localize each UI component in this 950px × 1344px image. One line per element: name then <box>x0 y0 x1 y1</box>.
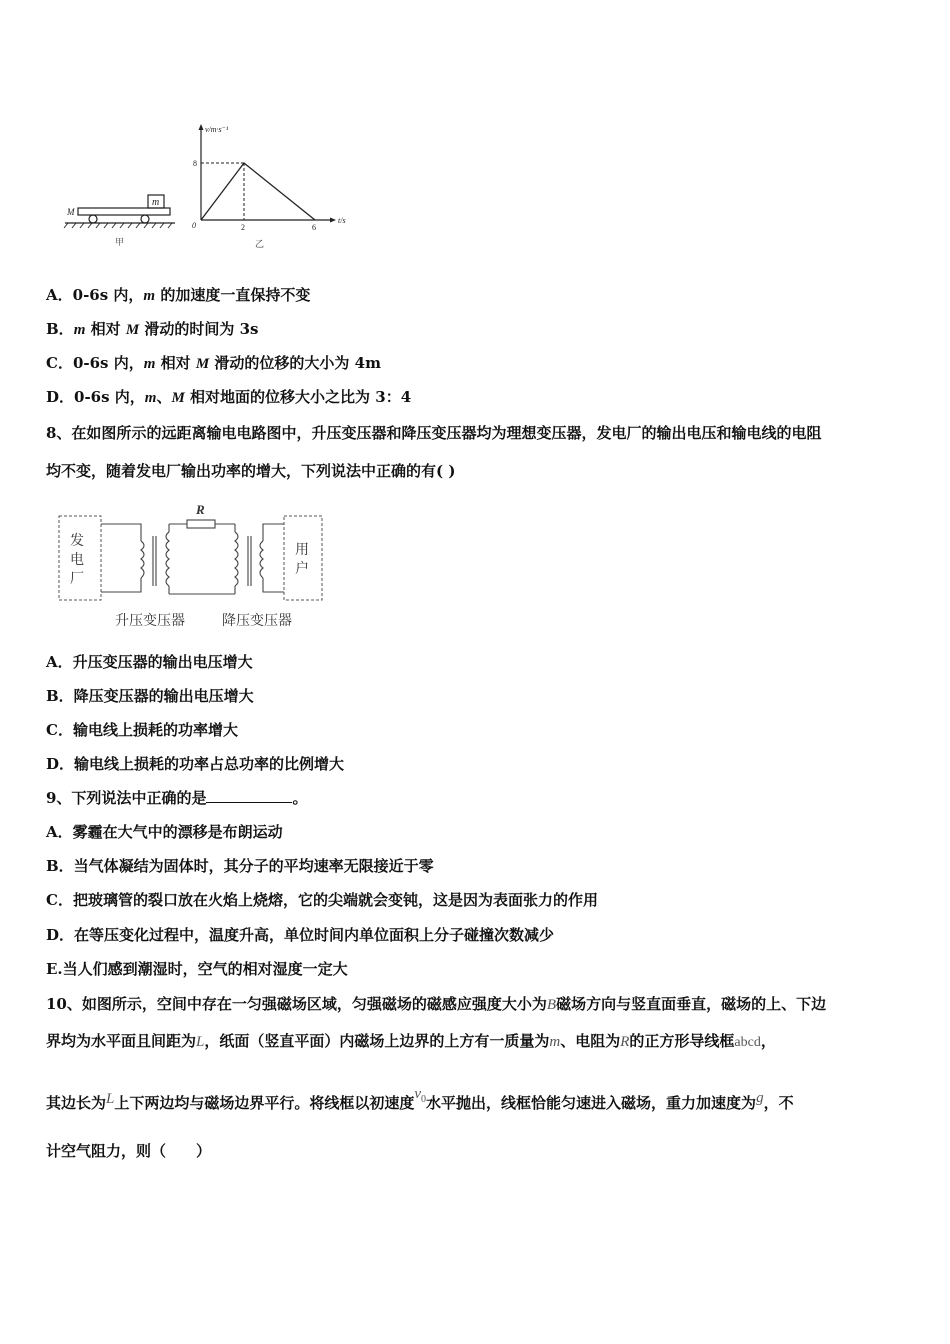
q8-stem-line1: 8、在如图所示的远距离输电电路图中，升压变压器和降压变压器均为理想变压器，发电厂的输出电压和输电线的电阻 <box>46 424 822 442</box>
y-axis-label: v/m·s⁻¹ <box>205 125 229 134</box>
wheel-right <box>141 215 149 223</box>
block-label: m <box>152 197 160 208</box>
velocity-line <box>201 163 315 220</box>
answer-blank <box>206 788 292 803</box>
step-down-secondary-coil <box>260 541 263 578</box>
caption-jia: 甲 <box>115 237 125 247</box>
user-box <box>284 516 322 600</box>
wheel-left <box>89 215 97 223</box>
step-up-primary-coil <box>141 541 144 578</box>
q7-option-c: C．0-6s 内，m 相对 M 滑动的位移的大小为 4m <box>46 354 381 372</box>
q8-option-c: C．输电线上损耗的功率增大 <box>46 721 238 739</box>
caption-step-down: 降压变压器 <box>222 614 292 629</box>
board-label: M <box>67 207 75 217</box>
power-plant-char-2: 电 <box>70 553 84 568</box>
q7-option-d: D．0-6s 内，m、M 相对地面的位移大小之比为 3：4 <box>46 388 412 406</box>
power-plant-char-1: 发 <box>70 534 84 549</box>
q9-option-d: D．在等压变化过程中，温度升高，单位时间内单位面积上分子碰撞次数减少 <box>46 926 555 944</box>
x-axis-arrow <box>330 218 336 223</box>
figure-power-transmission-circuit <box>55 496 335 636</box>
q8-option-a: A．升压变压器的输出电压增大 <box>46 653 253 671</box>
diagram-board-block <box>64 195 175 247</box>
q7-option-a: A．0-6s 内，m 的加速度一直保持不变 <box>46 286 311 304</box>
q9-stem: 9、下列说法中正确的是 。 <box>46 789 308 807</box>
q7-option-b: B．m 相对 M 滑动的时间为 3s <box>46 320 259 338</box>
q8-option-d: D．输电线上损耗的功率占总功率的比例增大 <box>46 755 345 773</box>
origin-label: 0 <box>192 221 196 230</box>
step-down-primary-coil <box>235 532 238 586</box>
q9-option-e: E.当人们感到潮湿时，空气的相对湿度一定大 <box>46 960 348 978</box>
q10-stem-line2: 界均为水平面且间距为L，纸面（竖直平面）内磁场上边界的上方有一质量为m、电阻为R的正方形导线框abcd， <box>46 1032 776 1050</box>
q10-stem-line4: 计空气阻力，则（ ） <box>46 1142 212 1160</box>
user-char-1: 用 <box>295 543 309 558</box>
resistor-label: R <box>196 502 205 517</box>
wire-secondary-user <box>263 524 284 541</box>
vt-graph <box>192 124 346 249</box>
q8-stem-line2: 均不变，随着发电厂输出功率的增大，下列说法中正确的有( ) <box>46 462 456 480</box>
x-tick-end-label: 6 <box>312 223 316 232</box>
power-plant-char-3: 厂 <box>70 572 84 587</box>
q10-stem-line3: 其边长为L上下两边均与磁场边界平行。将线框以初速度$v^0$水平抛出，线框恰能匀速进入磁场，重力加速度为g，不 <box>46 1086 794 1112</box>
y-tick-label: 8 <box>193 159 197 168</box>
q9-option-a: A．雾霾在大气中的漂移是布朗运动 <box>46 823 283 841</box>
x-tick-peak-label: 2 <box>241 223 245 232</box>
q9-option-c: C．把玻璃管的裂口放在火焰上烧熔，它的尖端就会变钝，这是因为表面张力的作用 <box>46 891 598 909</box>
wire-plant-primary <box>101 524 141 541</box>
step-up-secondary-coil <box>166 532 169 586</box>
board-M <box>78 208 170 215</box>
ground-hatching <box>64 223 172 228</box>
wire-plant-primary-bottom <box>101 578 141 592</box>
resistor-R <box>187 520 215 528</box>
caption-yi: 乙 <box>255 239 265 249</box>
q10-stem-line1: 10、如图所示，空间中存在一匀强磁场区域，匀强磁场的磁感应强度大小为B磁场方向与竖直面垂直，磁场的上、下边 <box>46 995 827 1013</box>
figure-board-block-vt-graph <box>60 120 360 250</box>
q9-option-b: B．当气体凝结为固体时，其分子的平均速率无限接近于零 <box>46 857 434 875</box>
user-char-2: 户 <box>295 562 309 577</box>
wire-secondary-user-bottom <box>263 578 284 592</box>
x-axis-label: t/s <box>338 216 346 225</box>
q8-option-b: B．降压变压器的输出电压增大 <box>46 687 254 705</box>
y-axis-arrow <box>199 124 204 130</box>
caption-step-up: 升压变压器 <box>115 614 185 629</box>
